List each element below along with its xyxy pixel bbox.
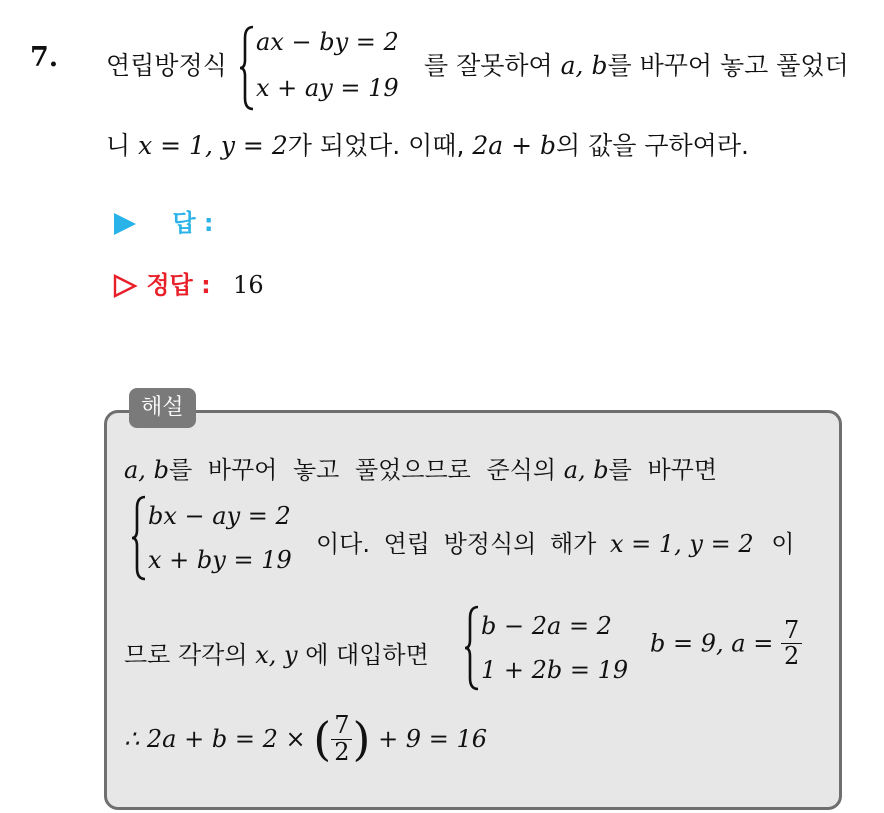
fraction	[331, 713, 352, 764]
fraction	[781, 618, 802, 669]
question-system	[238, 24, 408, 114]
fraction-denominator: 2	[783, 642, 800, 671]
play-arrow-icon	[112, 211, 138, 237]
system-eq-1: bx − ay = 2	[148, 502, 291, 530]
system-eq-2: 1 + 2b = 19	[481, 656, 629, 684]
paren-right: )	[352, 712, 371, 766]
system-eq-2: x + ay = 19	[256, 74, 399, 102]
var-a: a,	[124, 456, 146, 484]
text-ko: 를 바꾸면	[608, 456, 718, 484]
text-ko: 를 바꾸어 놓고 풀었으므로 준식의	[168, 456, 557, 484]
answer-row	[112, 203, 214, 238]
fraction-numerator: 7	[331, 713, 352, 739]
text-ko: 이	[771, 530, 795, 558]
math-solution: x = 1, y = 2	[138, 131, 288, 160]
explanation-line4	[124, 712, 487, 766]
correct-answer-value: 16	[233, 271, 264, 299]
var-a: a,	[560, 51, 584, 80]
fraction-denominator: 2	[334, 737, 350, 766]
paren-left: (	[313, 712, 332, 766]
math-solution: x = 1, y = 2	[610, 530, 754, 558]
text-ko: 에 대입하면	[305, 641, 429, 669]
explanation-system-2	[463, 604, 633, 694]
explanation-line3	[124, 635, 429, 670]
system-eq-1: b − 2a = 2	[481, 612, 612, 640]
question-line1-rest	[424, 46, 849, 82]
text-ko: 의 값을 구하여라.	[556, 131, 749, 160]
explanation-result	[650, 618, 802, 669]
text-ko: 므로 각각의	[124, 641, 248, 669]
text-ko: 니	[106, 131, 131, 160]
correct-answer-label: 정답 :	[146, 271, 211, 299]
math-expression: 2a + b	[472, 131, 557, 160]
question-line2	[106, 126, 749, 162]
correct-answer-row	[112, 265, 264, 300]
question-prefix: 연립방정식	[106, 51, 227, 80]
system-eq-2: x + by = 19	[148, 546, 292, 574]
answer-label: 답 :	[172, 209, 214, 237]
outline-arrow-icon	[112, 273, 138, 299]
math-result: b = 9, a =	[650, 629, 774, 658]
system-eq-1: ax − by = 2	[256, 28, 399, 56]
math-lhs: ∴ 2a + b = 2 ×	[124, 725, 306, 753]
brace-icon	[463, 604, 481, 692]
explanation-system-1	[130, 494, 300, 584]
text-ko: 이다. 연립 방정식의 해가	[316, 530, 597, 558]
fraction-numerator: 7	[781, 618, 802, 644]
var-b: b	[591, 51, 608, 80]
var-b: b	[153, 456, 169, 484]
text-ko: 를 바꾸어 놓고 풀었더	[607, 51, 849, 80]
brace-icon	[238, 24, 256, 112]
text-ko: 를 잘못하여	[424, 51, 553, 80]
var-b: b	[593, 456, 609, 484]
text-ko: 가 되었다. 이때,	[287, 131, 465, 160]
brace-icon	[130, 494, 148, 582]
var-a: a,	[563, 456, 586, 484]
question-number: 7.	[30, 42, 59, 73]
explanation-tag: 해설	[129, 388, 196, 428]
math-rhs: + 9 = 16	[378, 725, 487, 753]
math-vars: x, y	[255, 641, 298, 669]
explanation-line2	[316, 524, 794, 559]
explanation-line1	[124, 450, 717, 485]
